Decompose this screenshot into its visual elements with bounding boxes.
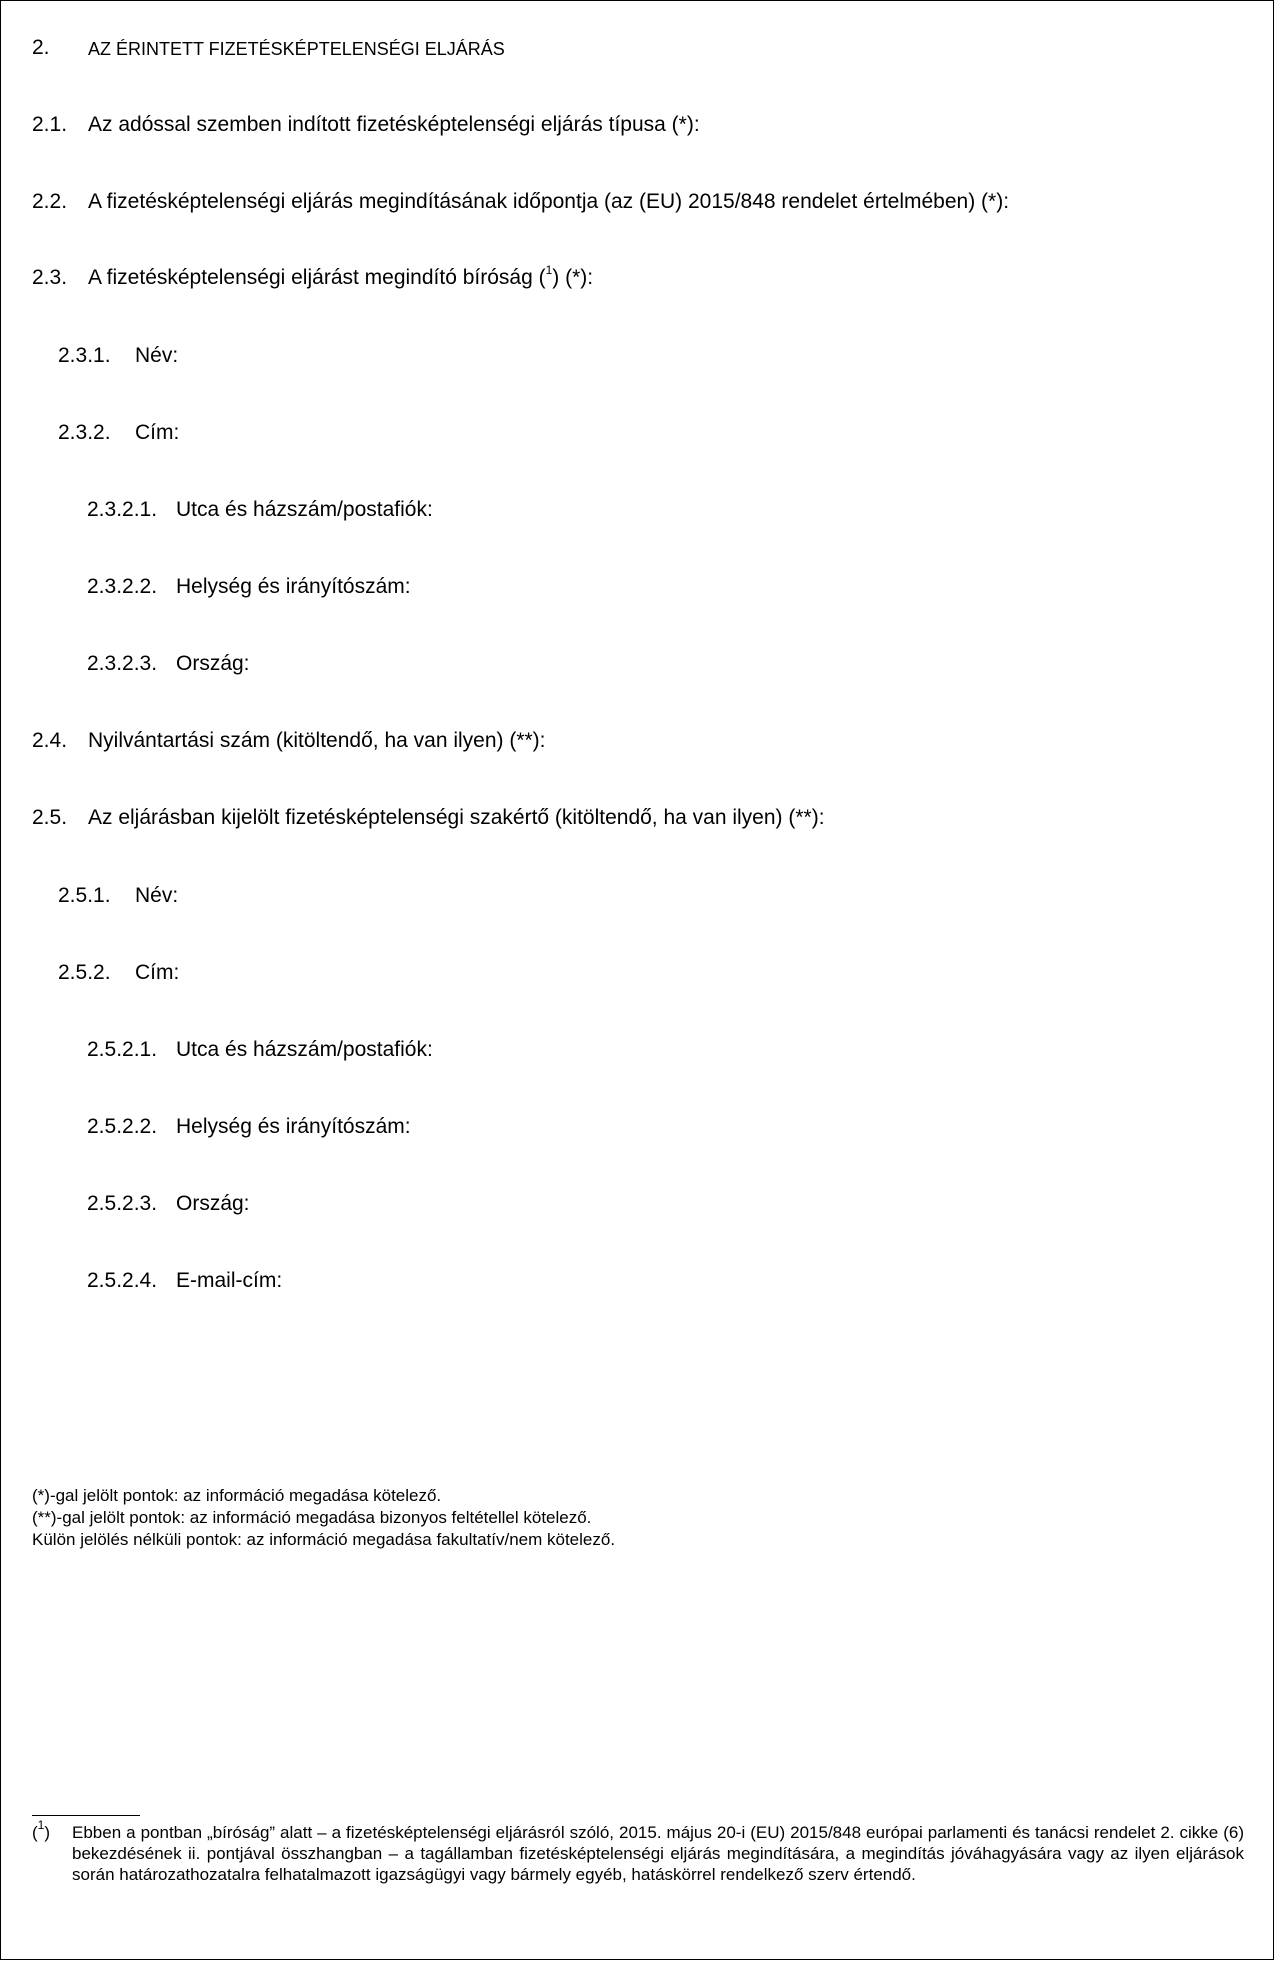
field-number: 2.5.2.1. bbox=[87, 1038, 158, 1061]
field-label: Nyilvántartási szám (kitöltendő, ha van ilyen) (**): bbox=[88, 729, 546, 752]
note-line: (*)-gal jelölt pontok: az információ megadása kötelező. bbox=[32, 1486, 442, 1505]
field-number: 2.3. bbox=[32, 266, 68, 289]
field-number: 2.3.2. bbox=[58, 421, 111, 444]
field-number: 2.3.1. bbox=[58, 344, 111, 367]
field-number: 2.3.2.2. bbox=[87, 575, 158, 598]
field-number: 2.1. bbox=[32, 113, 68, 136]
section-title: AZ ÉRINTETT FIZETÉSKÉPTELENSÉGI ELJÁRÁS bbox=[88, 39, 505, 59]
footnote-text: Ebben a pontban „bíróság” alatt – a fizetésképtelenségi eljárásról szóló, 2015. május 20-i (EU) 2015/848 európai parlamenti és tanácsi rendelet 2. cikke (6) bekezdésének ii. pontjával összhangban – a tagállamban fizetésképtelenségi eljárás megindítására, a megindítás jóváhagyására vagy az ilyen eljárások során határozathozatalra felhatalmazott igazságügyi vagy bármely egyéb, hatáskörrel rendelkező szerv értendő. bbox=[72, 1823, 1244, 1884]
field-label: A fizetésképtelenségi eljárás megindításának időpontja (az (EU) 2015/848 rendelet értelmében) (*): bbox=[88, 190, 1010, 213]
field-number: 2.5.2.3. bbox=[87, 1192, 158, 1215]
field-label: Ország: bbox=[176, 652, 250, 675]
footnote-mark: ($^1$) bbox=[32, 1818, 51, 1842]
footnote-reference[interactable]: 1 bbox=[545, 263, 553, 277]
field-label: Cím: bbox=[135, 421, 180, 444]
field-number: 2.5. bbox=[32, 806, 68, 829]
field-label: Utca és házszám/postafiók: bbox=[176, 498, 433, 521]
field-label: E-mail-cím: bbox=[176, 1269, 283, 1292]
field-label: Cím: bbox=[135, 961, 180, 984]
legend-notes bbox=[32, 1485, 615, 1551]
field-label: Utca és házszám/postafiók: bbox=[176, 1038, 433, 1061]
field-number: 2.3.2.3. bbox=[87, 652, 158, 675]
note-line: (**)-gal jelölt pontok: az információ megadása bizonyos feltétellel kötelező. bbox=[32, 1508, 592, 1527]
note-line: Külön jelölés nélküli pontok: az információ megadása fakultatív/nem kötelező. bbox=[32, 1530, 616, 1549]
field-label: Ország: bbox=[176, 1192, 250, 1215]
field-label bbox=[88, 263, 594, 290]
field-label-text: A fizetésképtelenségi eljárást megindító bíróság ( bbox=[88, 266, 546, 289]
field-number: 2.5.2.4. bbox=[87, 1269, 158, 1292]
field-label-suffix: ) (*): bbox=[552, 266, 594, 289]
field-label: Az adóssal szemben indított fizetésképtelenségi eljárás típusa (*): bbox=[88, 113, 700, 136]
field-number: 2.5.2.2. bbox=[87, 1115, 158, 1138]
field-number: 2.5.1. bbox=[58, 884, 111, 907]
field-number: 2.5.2. bbox=[58, 961, 111, 984]
field-label: Az eljárásban kijelölt fizetésképtelenségi szakértő (kitöltendő, ha van ilyen) (**): bbox=[88, 806, 825, 829]
field-number: 2.3.2.1. bbox=[87, 498, 158, 521]
field-label: Név: bbox=[135, 884, 179, 907]
field-label: Helység és irányítószám: bbox=[176, 575, 411, 598]
field-number: 2.4. bbox=[32, 729, 68, 752]
field-number: 2.2. bbox=[32, 190, 68, 213]
section-number: 2. bbox=[32, 36, 50, 59]
field-label: Név: bbox=[135, 344, 179, 367]
field-label: Helység és irányítószám: bbox=[176, 1115, 411, 1138]
footnote-separator bbox=[32, 1815, 140, 1816]
